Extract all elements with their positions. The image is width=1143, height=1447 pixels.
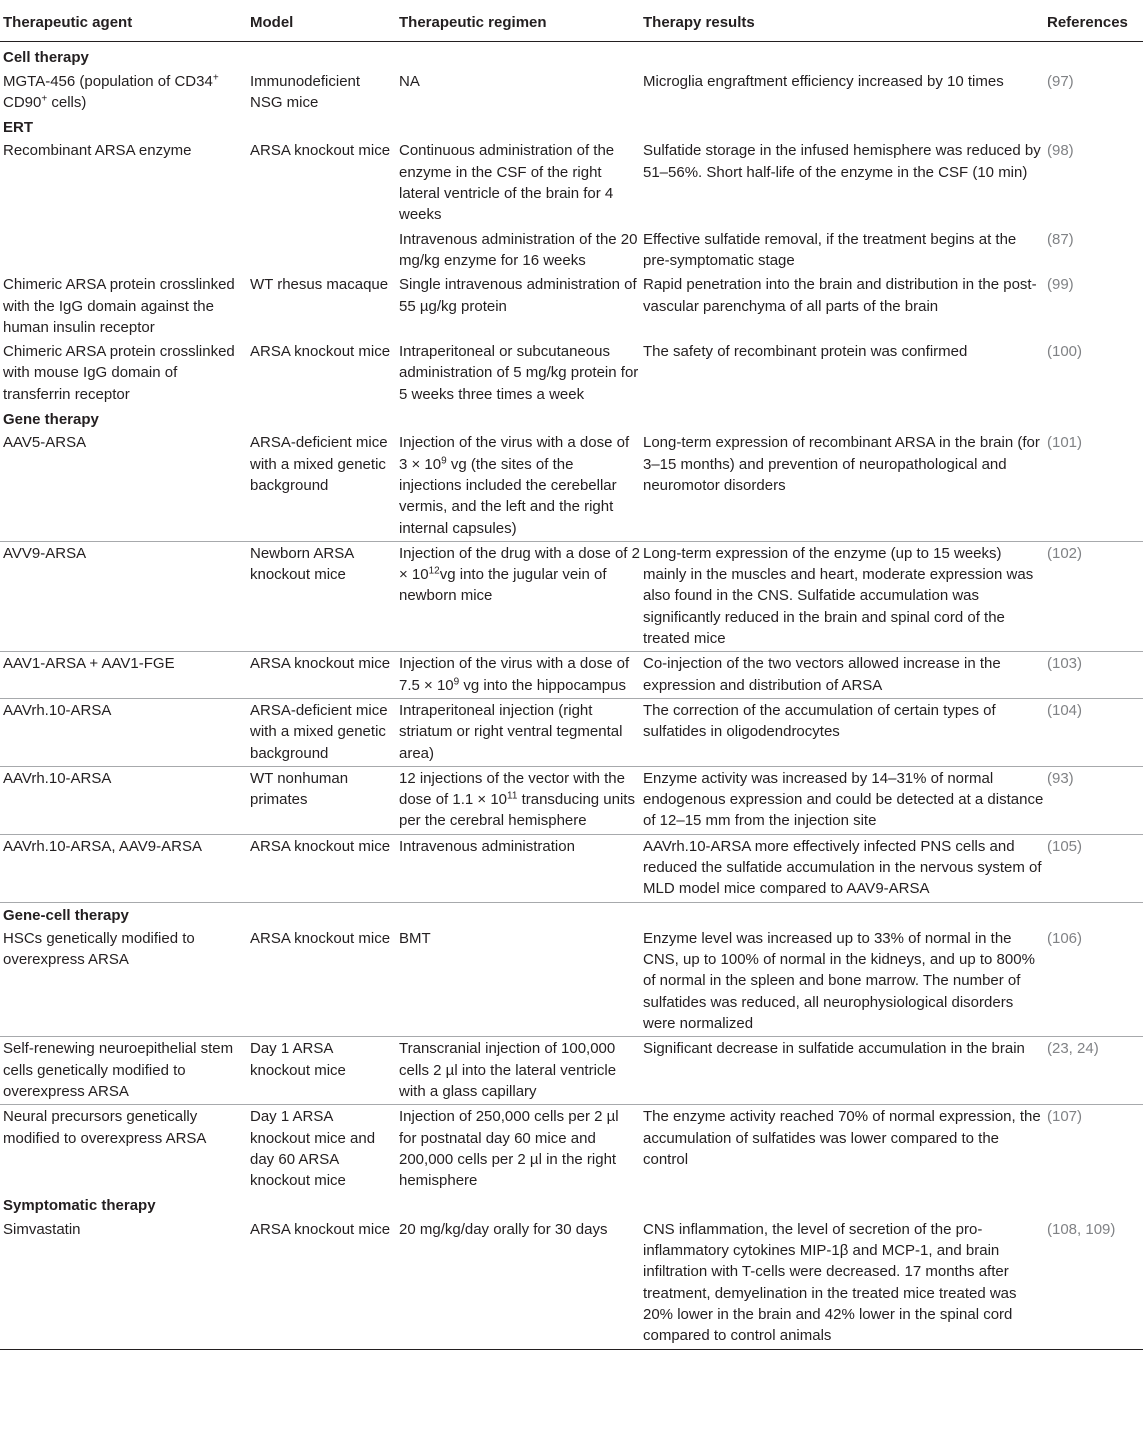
cell-model: Newborn ARSA knockout mice [247,541,396,651]
cell-agent: Neural precursors genetically modified to overexpress ARSA [3,1108,207,1147]
cell-model: ARSA knockout mice [250,343,391,361]
cell-model: Immunodeficient NSG mice [250,72,361,111]
header-therapeutic-agent: Therapeutic agent [0,0,247,42]
reference-link[interactable]: (98) [1047,142,1074,160]
cell-regimen: Injection of 250,000 cells per 2 µl for postnatal day 60 mice and 200,000 cells per 2 µl in the right hemisphere [399,1108,619,1190]
cell-model: ARSA knockout mice [247,927,396,1037]
section-row [0,1193,1143,1217]
header-therapeutic-regimen: Therapeutic regimen [396,0,640,42]
cell-regimen: BMT [396,927,640,1037]
cell-regimen: Injection of the virus with a dose of $7.5 \times 10^9$ vg into the hippocampus [396,652,640,699]
cell-results: Co-injection of the two vectors allowed increase in the expression and distribution of ARSA [640,652,1044,699]
cell-agent: HSCs genetically modified to overexpress ARSA [0,927,247,1037]
cell-results: Enzyme level was increased up to 33% of normal in the CNS, up to 100% of normal in the kidneys, and up to 800% of normal in the spleen and bone marrow. The number of sulfatides was reduced, all neurophysiological disorders were normalized [640,927,1044,1037]
cell-model: WT rhesus macaque [250,276,389,294]
reference-link[interactable]: (87) [1047,230,1074,248]
reference-link[interactable]: (102) [1044,541,1143,651]
reference-link[interactable]: (99) [1047,276,1074,294]
cell-agent: MGTA-456 (population of CD34+ CD90+ cells) [3,72,219,111]
cell-regimen: Injection of the virus with a dose of $3 \times 10^9$ vg (the sites of the injections included the cerebellar vermis, and the left and the right internal capsules) [396,431,640,541]
reference-link[interactable]: (93) [1044,766,1143,834]
reference-link[interactable]: (108, 109) [1044,1218,1143,1349]
cell-regimen: Single intravenous administration of 55 µg/kg protein [399,276,637,315]
reference-link[interactable]: (106) [1044,927,1143,1037]
cell-results: Effective sulfatide removal, if the treatment begins at the pre-symptomatic stage [643,230,1017,269]
cell-model: Day 1 ARSA knockout mice [247,1037,396,1105]
table-header-row [0,0,1143,42]
cell-results: Long-term expression of the enzyme (up to 15 weeks) mainly in the muscles and heart, moderate expression was also found in the CNS. Sulfatide accumulation was significantly reduced in the brain and spinal cord of the treated mice [640,541,1044,651]
section-cell-therapy: Cell therapy [3,49,89,67]
table-row [0,652,1143,699]
cell-agent: AAVrh.10-ARSA, AAV9-ARSA [0,834,247,902]
cell-results: Enzyme activity was increased by 14–31% of normal endogenous expression and could be detected at a distance of 12–15 mm from the injection site [640,766,1044,834]
table-row [0,1105,1143,1194]
section-gene-therapy: Gene therapy [3,411,99,429]
cell-model: ARSA-deficient mice with a mixed genetic background [247,698,396,766]
table-row [0,139,1143,227]
section-ert: ERT [3,119,33,137]
section-gene-cell-therapy: Gene-cell therapy [3,906,129,924]
cell-model: ARSA knockout mice [247,1218,396,1349]
reference-link[interactable]: (100) [1047,343,1083,361]
cell-results: The enzyme activity reached 70% of normal expression, the accumulation of sulfatides was lower compared to the control [643,1108,1041,1168]
cell-model: ARSA knockout mice [250,142,391,160]
reference-link[interactable]: (97) [1047,72,1074,90]
cell-regimen: Continuous administration of the enzyme in the CSF of the right lateral ventricle of the brain for 4 weeks [399,142,615,224]
table-row [0,834,1143,902]
cell-regimen: Intraperitoneal or subcutaneous administration of 5 mg/kg protein for 5 weeks three times a week [399,343,639,403]
cell-agent: Chimeric ARSA protein crosslinked with the IgG domain against the human insulin receptor [3,276,235,336]
cell-results: CNS inflammation, the level of secretion of the pro-inflammatory cytokines MIP-1β and MCP-1, and brain infiltration with T-cells were decreased. 17 months after treatment, demyelination in the treated mice treated was 20% lower in the brain and 42% lower in the spinal cord compared to control animals [640,1218,1044,1349]
table-row [0,698,1143,766]
section-row [0,115,1143,139]
cell-agent: AAVrh.10-ARSA [0,698,247,766]
cell-model: Day 1 ARSA knockout mice and day 60 ARSA knockout mice [250,1108,376,1190]
cell-model: ARSA knockout mice [247,834,396,902]
table-row [0,340,1143,407]
cell-agent: Self-renewing neuroepithelial stem cells genetically modified to overexpress ARSA [0,1037,247,1105]
cell-results: Sulfatide storage in the infused hemisphere was reduced by 51–56%. Short half-life of the enzyme in the CSF (10 min) [643,142,1041,181]
table-row [0,1037,1143,1105]
cell-results: Long-term expression of recombinant ARSA in the brain (for 3–15 months) and prevention of neuropathological and neuromotor disorders [640,431,1044,541]
table-row [0,1218,1143,1349]
section-row [0,407,1143,431]
table-row [0,273,1143,340]
cell-results: Microglia engraftment efficiency increased by 10 times [643,72,1004,90]
cell-agent: Chimeric ARSA protein crosslinked with mouse IgG domain of transferrin receptor [3,343,235,403]
cell-agent: AAV5-ARSA [0,431,247,541]
cell-regimen: Intraperitoneal injection (right striatum or right ventral tegmental area) [396,698,640,766]
cell-agent: Simvastatin [0,1218,247,1349]
cell-results: The safety of recombinant protein was confirmed [643,343,968,361]
reference-link[interactable]: (103) [1044,652,1143,699]
section-row [0,42,1143,70]
section-row [0,902,1143,927]
cell-regimen: Injection of the drug with a dose of $2 \times 10^{12}vg$ into the jugular vein of newborn mice [396,541,640,651]
reference-link[interactable]: (107) [1047,1108,1083,1126]
cell-regimen: Transcranial injection of 100,000 cells 2 µl into the lateral ventricle with a glass capillary [396,1037,640,1105]
header-model: Model [247,0,396,42]
table-row [0,70,1143,116]
cell-regimen: NA [399,72,420,90]
cell-results: Rapid penetration into the brain and distribution in the post-vascular parenchyma of all parts of the brain [643,276,1037,315]
cell-regimen: Intravenous administration of the 20 mg/kg enzyme for 16 weeks [399,230,638,269]
header-therapy-results: Therapy results [640,0,1044,42]
cell-model: ARSA knockout mice [247,652,396,699]
table-row [0,927,1143,1037]
cell-results: The correction of the accumulation of certain types of sulfatides in oligodendrocytes [640,698,1044,766]
cell-regimen: 12 injections of the vector with the dose of $1.1 \times 10^{11}$ transducing units per the cerebral hemisphere [396,766,640,834]
header-references: References [1044,0,1143,42]
table-row [0,431,1143,541]
table-row [0,766,1143,834]
cell-model: WT nonhuman primates [247,766,396,834]
cell-agent: AVV9-ARSA [0,541,247,651]
section-symptomatic-therapy: Symptomatic therapy [3,1197,156,1215]
cell-agent: AAVrh.10-ARSA [0,766,247,834]
cell-model: ARSA-deficient mice with a mixed genetic background [247,431,396,541]
cell-regimen: 20 mg/kg/day orally for 30 days [396,1218,640,1349]
reference-link[interactable]: (23, 24) [1044,1037,1143,1105]
reference-link[interactable]: (104) [1044,698,1143,766]
cell-regimen: Intravenous administration [396,834,640,902]
table-row [0,541,1143,651]
reference-link[interactable]: (101) [1044,431,1143,541]
cell-results: AAVrh.10-ARSA more effectively infected PNS cells and reduced the sulfatide accumulation in the nervous system of MLD model mice compared to AAV9-ARSA [640,834,1044,902]
cell-agent: Recombinant ARSA enzyme [3,142,192,160]
reference-link[interactable]: (105) [1044,834,1143,902]
cell-results: Significant decrease in sulfatide accumulation in the brain [640,1037,1044,1105]
cell-agent: AAV1-ARSA + AAV1-FGE [0,652,247,699]
